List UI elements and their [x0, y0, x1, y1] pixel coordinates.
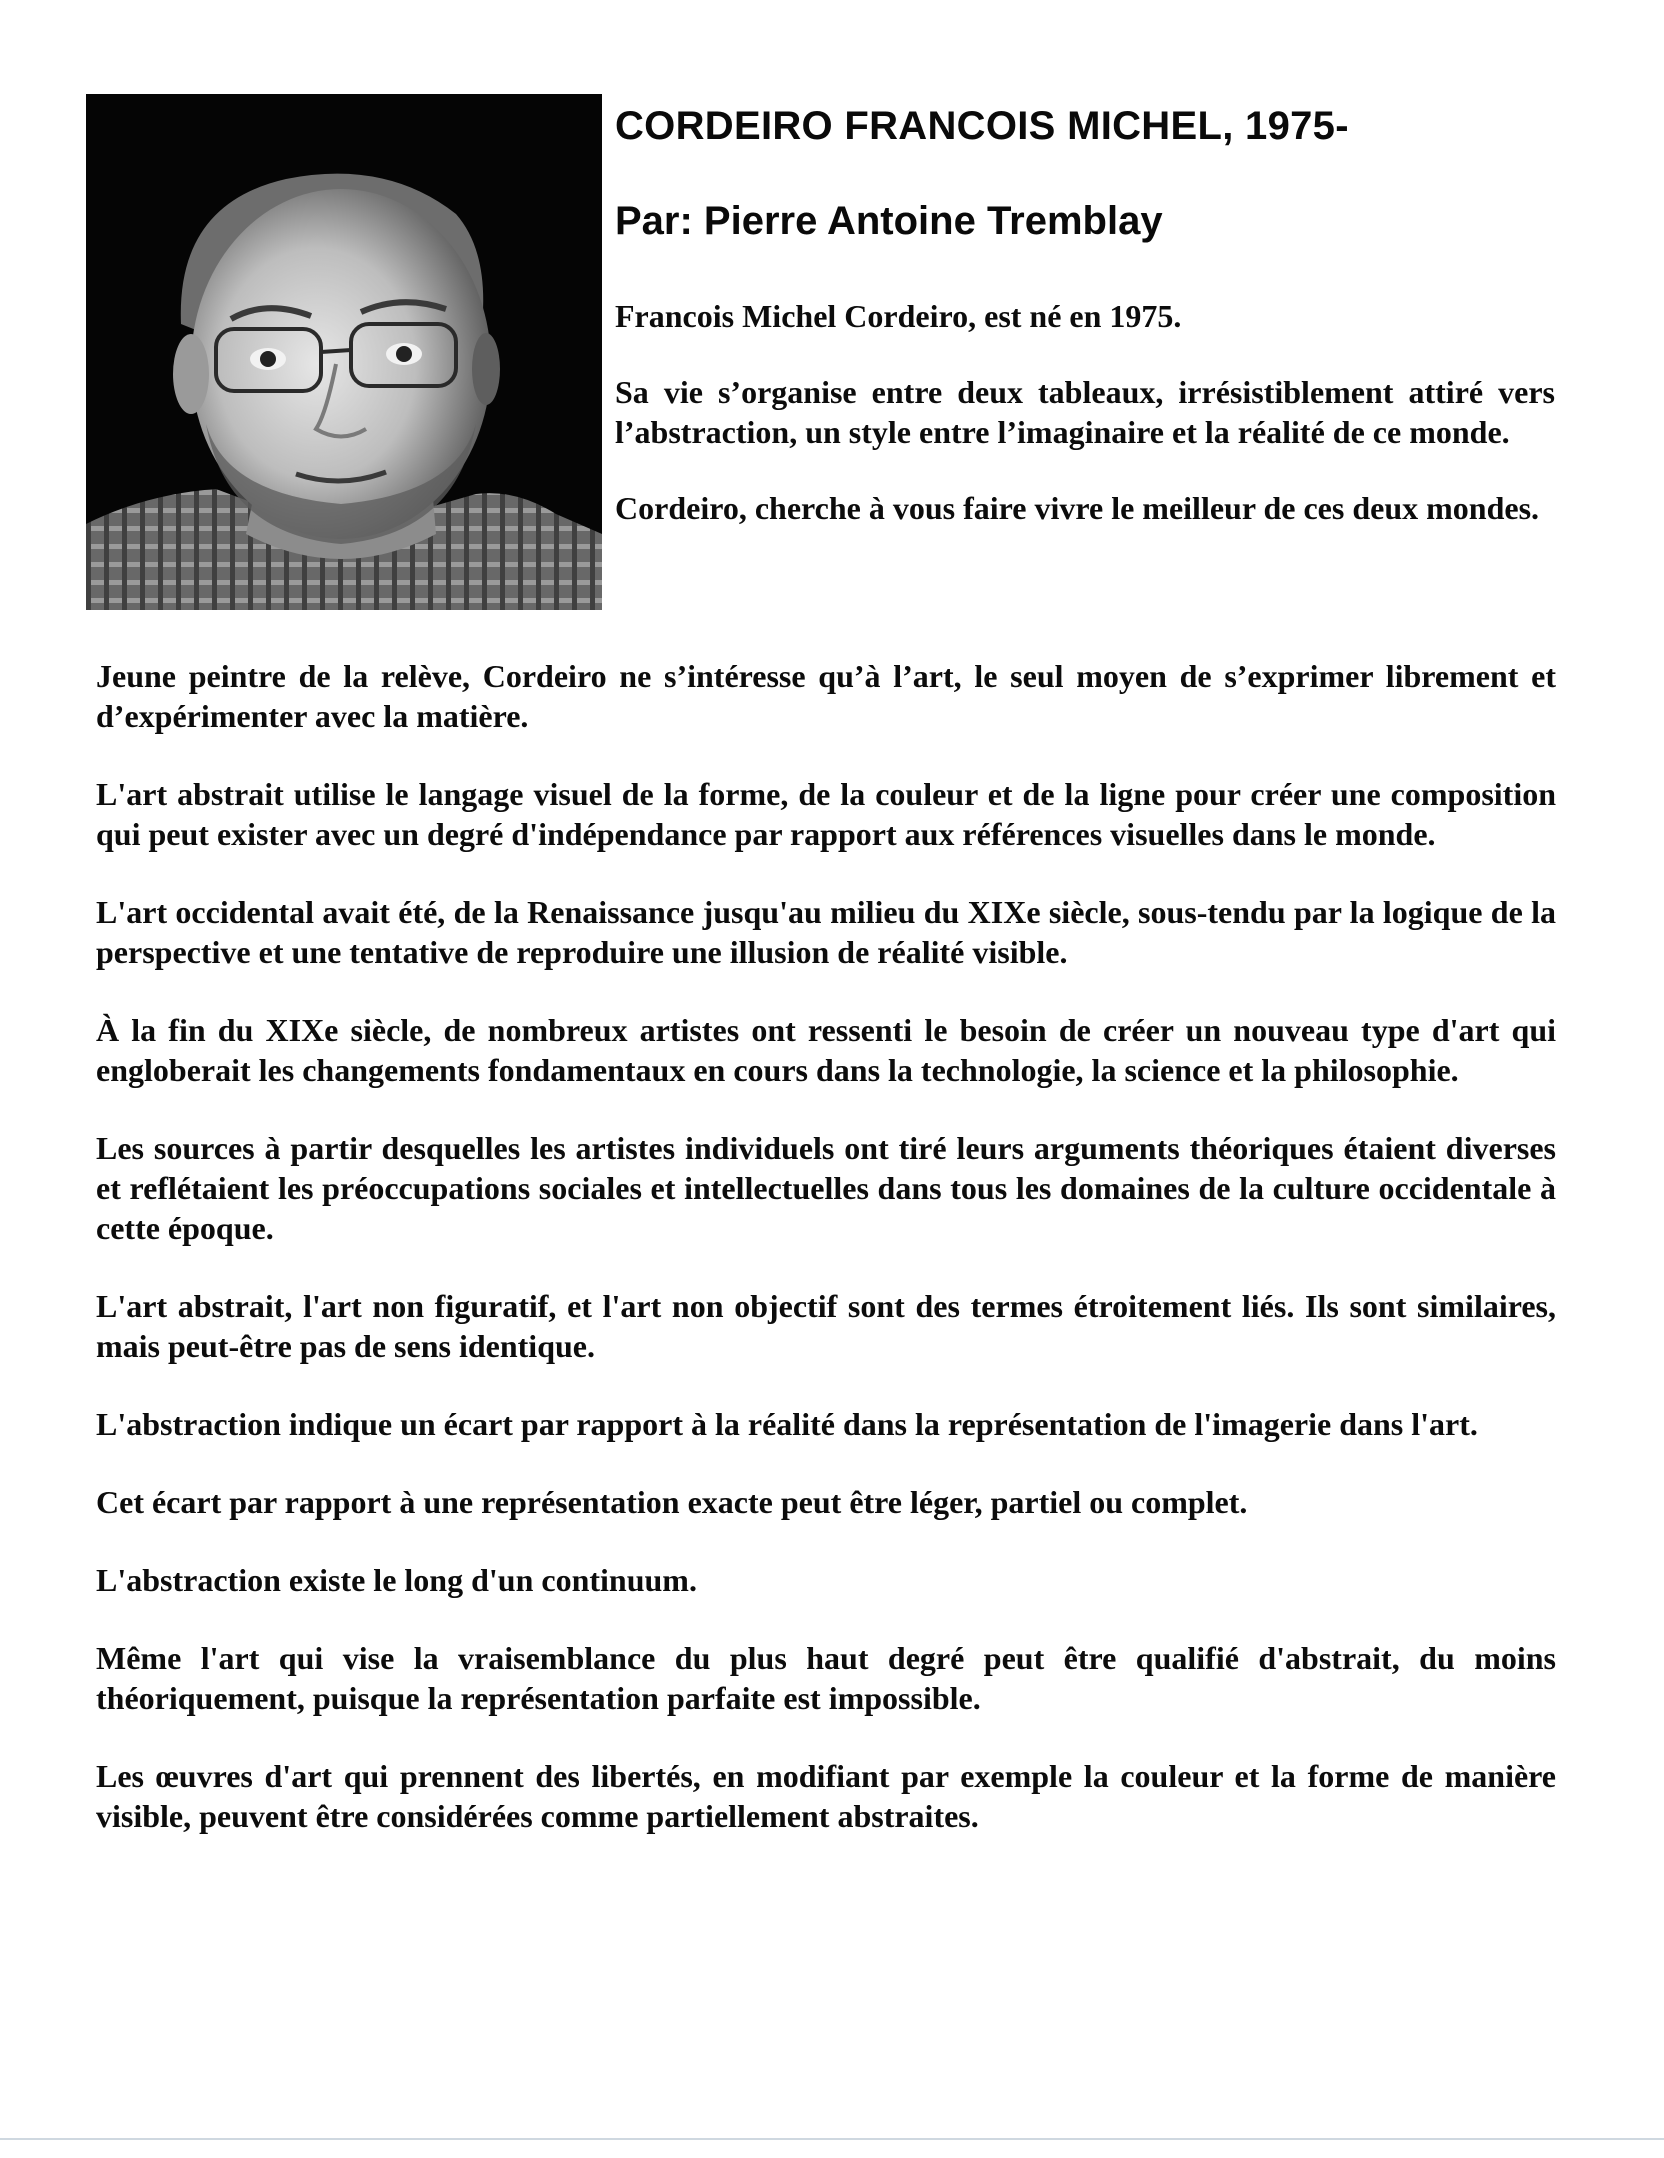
body-paragraph: Même l'art qui vise la vraisemblance du plus haut degré peut être qualifié d'abstrait, du moins théoriquement, puisque la représentation parfaite est impossible.	[96, 1640, 1556, 1716]
body-paragraph: À la fin du XIXe siècle, de nombreux artistes ont ressenti le besoin de créer un nouveau type d'art qui engloberait les changements fondamentaux en cours dans la technologie, la science et la philosophie.	[96, 1012, 1556, 1088]
body-paragraph: Jeune peintre de la relève, Cordeiro ne s’intéresse qu’à l’art, le seul moyen de s’exprimer librement et d’expérimenter avec la matière.	[96, 658, 1556, 734]
intro-paragraph: Francois Michel Cordeiro, est né en 1975.	[615, 298, 1182, 334]
scan-edge-divider	[0, 2138, 1664, 2140]
body-paragraph: L'abstraction indique un écart par rapport à la réalité dans la représentation de l'imagerie dans l'art.	[96, 1406, 1478, 1442]
portrait-photo	[86, 94, 602, 610]
body-paragraph: L'art abstrait, l'art non figuratif, et l'art non objectif sont des termes étroitement liés. Ils sont similaires, mais peut-être pas de sens identique.	[96, 1288, 1556, 1364]
intro-paragraphs	[615, 296, 1555, 564]
body-paragraphs	[96, 656, 1556, 1874]
body-paragraph: Les œuvres d'art qui prennent des libertés, en modifiant par exemple la couleur et la forme de manière visible, peuvent être considérées comme partiellement abstraites.	[96, 1758, 1556, 1834]
body-paragraph: Les sources à partir desquelles les artistes individuels ont tiré leurs arguments théoriques étaient diverses et reflétaient les préoccupations sociales et intellectuelles dans tous les domaines de la culture occidentale à cette époque.	[96, 1130, 1556, 1246]
document-title: CORDEIRO FRANCOIS MICHEL, 1975-	[615, 104, 1349, 148]
author-line: Par: Pierre Antoine Tremblay	[615, 199, 1163, 243]
body-paragraph: L'art abstrait utilise le langage visuel de la forme, de la couleur et de la ligne pour créer une composition qui peut exister avec un degré d'indépendance par rapport aux références visuelles dans le monde.	[96, 776, 1556, 852]
intro-paragraph: Sa vie s’organise entre deux tableaux, irrésistiblement attiré vers l’abstraction, un style entre l’imaginaire et la réalité de ce monde.	[615, 374, 1555, 450]
body-paragraph: L'abstraction existe le long d'un continuum.	[96, 1562, 697, 1598]
intro-paragraph: Cordeiro, cherche à vous faire vivre le meilleur de ces deux mondes.	[615, 490, 1540, 526]
body-paragraph: L'art occidental avait été, de la Renaissance jusqu'au milieu du XIXe siècle, sous-tendu par la logique de la perspective et une tentative de reproduire une illusion de réalité visible.	[96, 894, 1556, 970]
portrait-image	[86, 94, 602, 610]
body-paragraph: Cet écart par rapport à une représentation exacte peut être léger, partiel ou complet.	[96, 1484, 1248, 1520]
